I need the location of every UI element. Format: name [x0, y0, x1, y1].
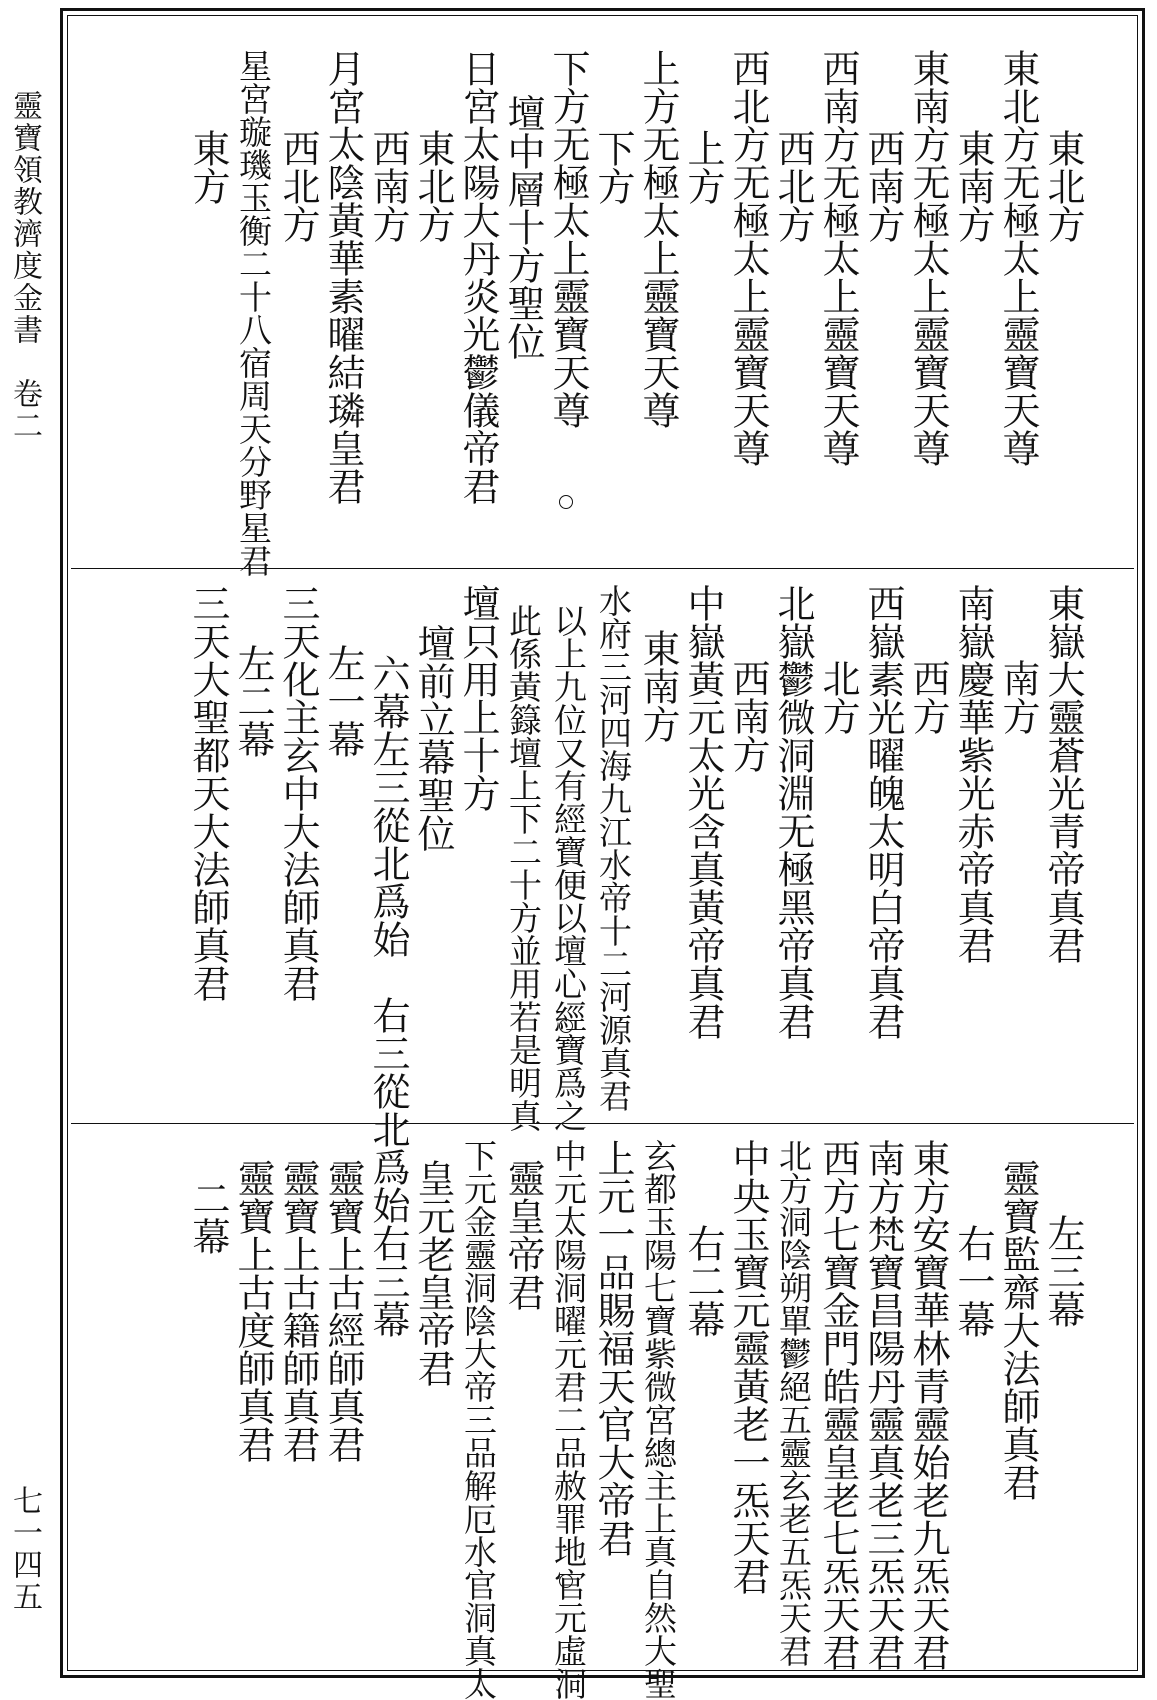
- margin-title: [0, 90, 48, 1650]
- text-column: 東北方: [1041, 129, 1085, 243]
- text-column: 玄都玉陽七寶紫微宮總主上真自然大聖: [639, 1139, 678, 1700]
- text-column: 西嶽素光曜魄太明白帝真君: [861, 584, 905, 1040]
- text-column: 壇只用上十方: [456, 584, 500, 812]
- text-column: 北方: [816, 659, 860, 735]
- text-column: 西南方无極太上靈寶天尊: [816, 49, 860, 467]
- text-column: 下方: [591, 129, 635, 205]
- punctuation-circle: [559, 495, 573, 509]
- text-column: 西北方无極太上靈寶天尊: [726, 49, 770, 467]
- text-column: 西南方: [726, 659, 770, 773]
- text-column: 靈寶上古籍師真君: [276, 1159, 320, 1463]
- text-column: 六幕左三從北爲始 右三從北爲始: [366, 654, 410, 1224]
- text-column: 南嶽慶華紫光赤帝真君: [951, 584, 995, 964]
- text-column: 左一幕: [321, 644, 365, 758]
- text-column: 西北方: [771, 129, 815, 243]
- text-column: 皇元老皇帝君: [411, 1159, 455, 1387]
- text-column: 三天大聖都天大法師真君: [186, 584, 230, 1002]
- panel-top: [71, 19, 1134, 577]
- text-column: 上方无極太上靈寶天尊: [636, 49, 680, 429]
- text-column: 中嶽黃元太光含真黃帝真君: [681, 584, 725, 1040]
- text-column: 東方: [186, 129, 230, 205]
- text-column: 壇前立幕聖位: [411, 624, 455, 852]
- text-column: 右一幕: [951, 1224, 995, 1338]
- text-column: 東南方: [951, 129, 995, 243]
- panel-middle: [71, 569, 1134, 1224]
- punctuation-circle: [559, 1019, 573, 1033]
- text-column: 西北方: [276, 129, 320, 243]
- page-frame: [60, 8, 1145, 1700]
- text-column: 左二幕: [231, 644, 275, 758]
- text-column: 下元金靈洞陰大帝三品解厄水官洞真太: [459, 1139, 498, 1700]
- text-column: 西方七寶金門皓靈皇老七炁天君: [816, 1139, 860, 1671]
- text-column: 上方: [681, 129, 725, 205]
- text-column: 西南方: [366, 129, 410, 243]
- text-column: 下方无極太上靈寶天尊: [546, 49, 590, 429]
- text-column: 靈寶上古經師真君: [321, 1159, 365, 1463]
- text-column: 以上九位又有經寶便以壇心經寶爲之: [549, 604, 588, 1132]
- text-column: 靈寶監齋大法師真君: [996, 1159, 1040, 1501]
- text-column: 二幕: [186, 1179, 230, 1255]
- text-column: 東南方无極太上靈寶天尊: [906, 49, 950, 467]
- text-column: 靈寶上古度師真君: [231, 1159, 275, 1463]
- text-column: 星宮璇璣玉衡二十八宿周天分野星君: [234, 49, 273, 577]
- text-column: 靈皇帝君: [501, 1159, 545, 1311]
- text-column: 壇中層十方聖位: [501, 94, 545, 360]
- text-column: 上元一品賜福天官大帝君: [591, 1139, 635, 1557]
- book-title: 靈寶領教濟度金書 卷二: [7, 90, 42, 442]
- panel-bottom: [71, 1124, 1134, 1700]
- text-column: 南方: [996, 659, 1040, 735]
- text-column: 東方安寶華林青靈始老九炁天君: [906, 1139, 950, 1671]
- text-column: 三天化主玄中大法師真君: [276, 584, 320, 1002]
- text-column: 右二幕: [681, 1224, 725, 1338]
- text-column: 東南方: [636, 629, 680, 743]
- text-column: 南方梵寶昌陽丹靈真老三炁天君: [861, 1139, 905, 1671]
- text-column: 北嶽鬱微洞淵无極黑帝真君: [771, 584, 815, 1040]
- text-column: 西南方: [861, 129, 905, 243]
- text-column: 水府三河四海九江水帝十二河源真君: [594, 584, 633, 1112]
- text-column: 中央玉寶元靈黃老一炁天君: [726, 1139, 770, 1595]
- text-column: 西方: [906, 659, 950, 735]
- text-column: 中元太陽洞曜元君二品赦罪地官元虛洞: [549, 1139, 588, 1700]
- text-column: 月宮太陰黃華素曜結璘皇君: [321, 49, 365, 505]
- punctuation-circle: [559, 1574, 573, 1588]
- text-column: 東嶽大靈蒼光青帝真君: [1041, 584, 1085, 964]
- text-column: 日宮太陽大丹炎光鬱儀帝君: [456, 49, 500, 505]
- text-column: 東北方: [411, 129, 455, 243]
- page-folio: 七一四五: [7, 1485, 42, 1613]
- text-column: 北方洞陰朔單鬱絕五靈玄老五炁天君: [774, 1139, 813, 1667]
- text-column: 東北方无極太上靈寶天尊: [996, 49, 1040, 467]
- text-column: 此係黃籙壇上下二十方並用若是明真: [504, 604, 543, 1132]
- text-column: 左三幕: [1041, 1214, 1085, 1328]
- text-column: 右三幕: [366, 1224, 410, 1338]
